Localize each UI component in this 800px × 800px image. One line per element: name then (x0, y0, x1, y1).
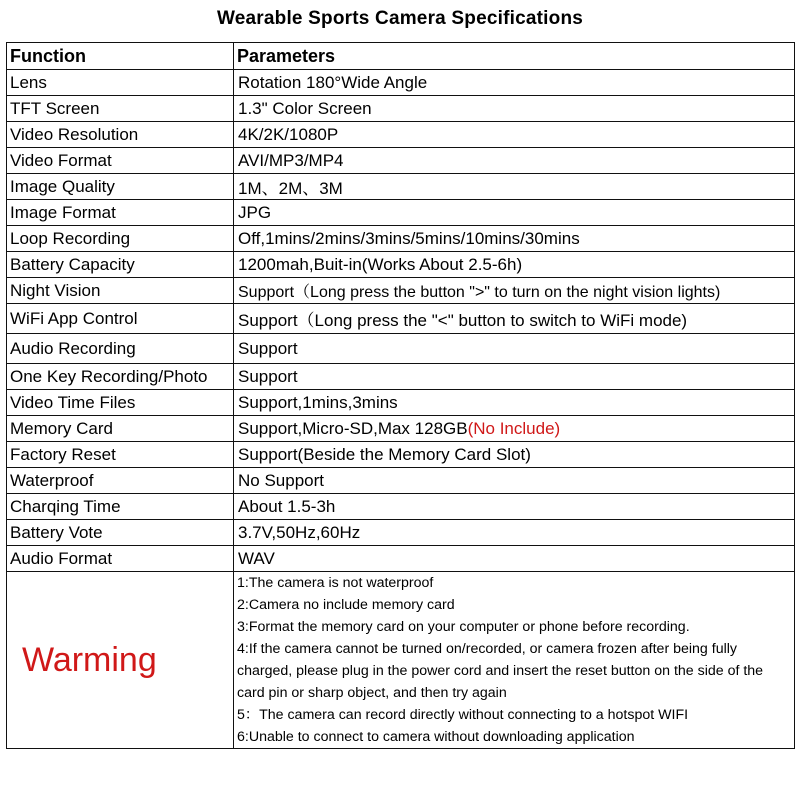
parameter-cell: Support (234, 364, 795, 390)
parameter-cell: 4K/2K/1080P (234, 122, 795, 148)
parameter-cell: 3.7V,50Hz,60Hz (234, 520, 795, 546)
function-cell: Waterproof (7, 468, 234, 494)
table-row (7, 278, 795, 304)
table-row (7, 334, 795, 364)
table-row (7, 468, 795, 494)
header-function: Function (7, 43, 234, 70)
function-cell: Video Resolution (7, 122, 234, 148)
parameter-cell: No Support (234, 468, 795, 494)
parameter-cell: About 1.5-3h (234, 494, 795, 520)
table-row (7, 364, 795, 390)
parameter-cell: Support,1mins,3mins (234, 390, 795, 416)
table-row (7, 200, 795, 226)
parameter-cell: Support(Beside the Memory Card Slot) (234, 442, 795, 468)
note-item: 2:Camera no include memory card (237, 597, 455, 613)
function-cell: Factory Reset (7, 442, 234, 468)
warning-row (7, 572, 795, 749)
parameter-cell: Support（Long press the button ">" to turn on the night vision lights) (234, 278, 795, 304)
function-cell: Video Time Files (7, 390, 234, 416)
table-header-row (7, 43, 795, 70)
function-cell: TFT Screen (7, 96, 234, 122)
table-row (7, 174, 795, 200)
function-cell: Loop Recording (7, 226, 234, 252)
function-cell: Audio Recording (7, 334, 234, 364)
note-item: 3:Format the memory card on your computer or phone before recording. (237, 619, 690, 635)
function-cell: Battery Capacity (7, 252, 234, 278)
parameter-cell: 1200mah,Buit-in(Works About 2.5-6h) (234, 252, 795, 278)
note-item: 6:Unable to connect to camera without downloading application (237, 729, 635, 745)
table-row (7, 122, 795, 148)
table-row (7, 494, 795, 520)
function-cell: Image Format (7, 200, 234, 226)
function-cell: Battery Vote (7, 520, 234, 546)
function-cell: Video Format (7, 148, 234, 174)
table-row (7, 252, 795, 278)
function-cell: Lens (7, 70, 234, 96)
parameter-cell: WAV (234, 546, 795, 572)
function-cell: Charqing Time (7, 494, 234, 520)
parameter-cell: JPG (234, 200, 795, 226)
function-cell: One Key Recording/Photo (7, 364, 234, 390)
no-include-note: (No Include) (467, 418, 561, 438)
parameter-cell (234, 416, 795, 442)
table-row (7, 304, 795, 334)
warning-notes (237, 572, 794, 748)
warning-label-cell (7, 572, 234, 749)
parameter-cell: Support (234, 334, 795, 364)
table-row (7, 148, 795, 174)
spec-table (6, 42, 795, 749)
memory-card-value: Support,Micro-SD,Max 128GB (238, 418, 468, 438)
function-cell: Image Quality (7, 174, 234, 200)
parameter-cell: Rotation 180°Wide Angle (234, 70, 795, 96)
parameter-cell: 1.3" Color Screen (234, 96, 795, 122)
page-title: Wearable Sports Camera Specifications (216, 8, 584, 29)
function-cell: WiFi App Control (7, 304, 234, 334)
table-row (7, 226, 795, 252)
table-row (7, 416, 795, 442)
parameter-cell: Off,1mins/2mins/3mins/5mins/10mins/30mins (234, 226, 795, 252)
table-row (7, 520, 795, 546)
table-row (7, 390, 795, 416)
table-row (7, 546, 795, 572)
parameter-cell: AVI/MP3/MP4 (234, 148, 795, 174)
parameter-cell: Support（Long press the "<" button to switch to WiFi mode) (234, 304, 795, 334)
function-cell: Audio Format (7, 546, 234, 572)
table-row (7, 442, 795, 468)
parameter-cell: 1M、2M、3M (234, 174, 795, 200)
note-item: 5：The camera can record directly without connecting to a hotspot WIFI (237, 707, 689, 723)
table-row (7, 70, 795, 96)
function-cell: Night Vision (7, 278, 234, 304)
warning-notes-cell (234, 572, 795, 749)
warning-title: Warming (22, 640, 157, 679)
note-item: 1:The camera is not waterproof (237, 575, 434, 591)
table-row (7, 96, 795, 122)
note-item: 4:If the camera cannot be turned on/recorded, or camera frozen after being fully charged, please plug in the power cord and insert the reset button on the side of the card pin or sharp object, and then try again (237, 641, 764, 701)
header-parameters: Parameters (234, 43, 795, 70)
function-cell: Memory Card (7, 416, 234, 442)
